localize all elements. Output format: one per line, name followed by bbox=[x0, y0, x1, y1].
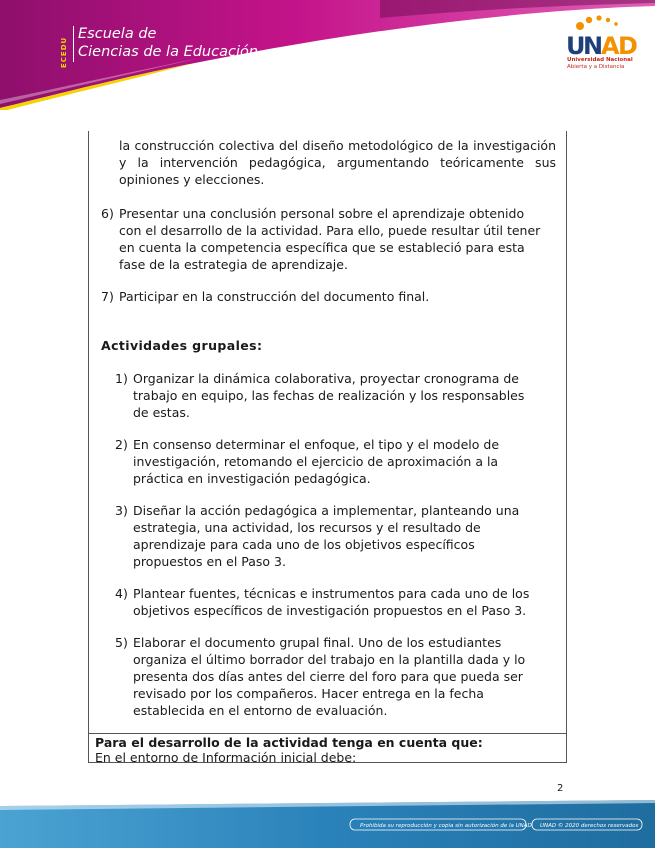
item-7-number: 7) bbox=[101, 289, 114, 304]
footer-copyright-notice: Prohibida su reproducción y copia sin autorización de la UNAD. bbox=[360, 823, 534, 829]
school-name-line1: Escuela de bbox=[78, 26, 157, 42]
unad-subtitle-line2: Abierta y a Distancia bbox=[567, 64, 625, 70]
ecedu-tag: ECEDU bbox=[60, 36, 68, 68]
group-item-3-text: Diseñar la acción pedagógica a implementar, planteando una estrategia, una actividad, los recursos y el resultado de aprendizaje para cada uno de los objetivos específicos propuestos en el Paso 3. bbox=[133, 503, 520, 569]
unad-logo-sun-icon bbox=[576, 15, 618, 30]
group-item-3-number: 3) bbox=[115, 503, 128, 518]
group-item-2-number: 2) bbox=[115, 437, 128, 452]
continuation-paragraph: la construcción colectiva del diseño metodológico de la investigación y la intervención pedagógica, argumentando teóricamente sus opiniones y elecciones. bbox=[119, 138, 556, 187]
group-activities-heading: Actividades grupales: bbox=[101, 338, 263, 353]
notes-text: En el entorno de Información inicial debe: bbox=[95, 750, 357, 765]
footer-rights: UNAD © 2020 derechos reservados bbox=[540, 823, 639, 829]
svg-text:A: A bbox=[601, 32, 620, 60]
group-item-4-number: 4) bbox=[115, 586, 128, 601]
group-item-4-text: Plantear fuentes, técnicas e instrumentos para cada uno de los objetivos específicos de investigación propuestos en el Paso 3. bbox=[133, 586, 530, 618]
item-6-number: 6) bbox=[101, 206, 114, 221]
svg-text:U: U bbox=[566, 32, 586, 60]
page-number: 2 bbox=[557, 783, 564, 794]
header-divider bbox=[73, 26, 74, 62]
school-name-line2: Ciencias de la Educación bbox=[78, 44, 259, 60]
svg-text:D: D bbox=[618, 32, 638, 60]
unad-subtitle-line1: Universidad Nacional bbox=[567, 57, 633, 63]
group-item-5-text: Elaborar el documento grupal final. Uno de los estudiantes organiza el último borrador del trabajo en la plantilla dada y lo presenta dos días antes del cierre del foro para que pueda ser revisado por los compañeros. Hacer entrega en la fecha establecida en el entorno de evaluación. bbox=[133, 635, 526, 718]
group-item-1-text: Organizar la dinámica colaborativa, proyectar cronograma de trabajo en equipo, las fechas de realización y los responsables de estas. bbox=[133, 371, 525, 420]
notes-heading: Para el desarrollo de la actividad tenga en cuenta que: bbox=[95, 735, 483, 750]
group-item-5-number: 5) bbox=[115, 635, 128, 650]
item-7-text: Participar en la construcción del documento final. bbox=[119, 289, 430, 304]
svg-text:N: N bbox=[583, 32, 604, 60]
item-6-text: Presentar una conclusión personal sobre el aprendizaje obtenido con el desarrollo de la actividad. Para ello, puede resultar útil tener en cuenta la competencia específica que se estableció para esta fase de la estrategia de aprendizaje. bbox=[119, 206, 541, 272]
group-item-2-text: En consenso determinar el enfoque, el tipo y el modelo de investigación, retomando el ejercicio de aproximación a la práctica en investigación pedagógica. bbox=[133, 437, 500, 486]
group-item-1-number: 1) bbox=[115, 371, 128, 386]
